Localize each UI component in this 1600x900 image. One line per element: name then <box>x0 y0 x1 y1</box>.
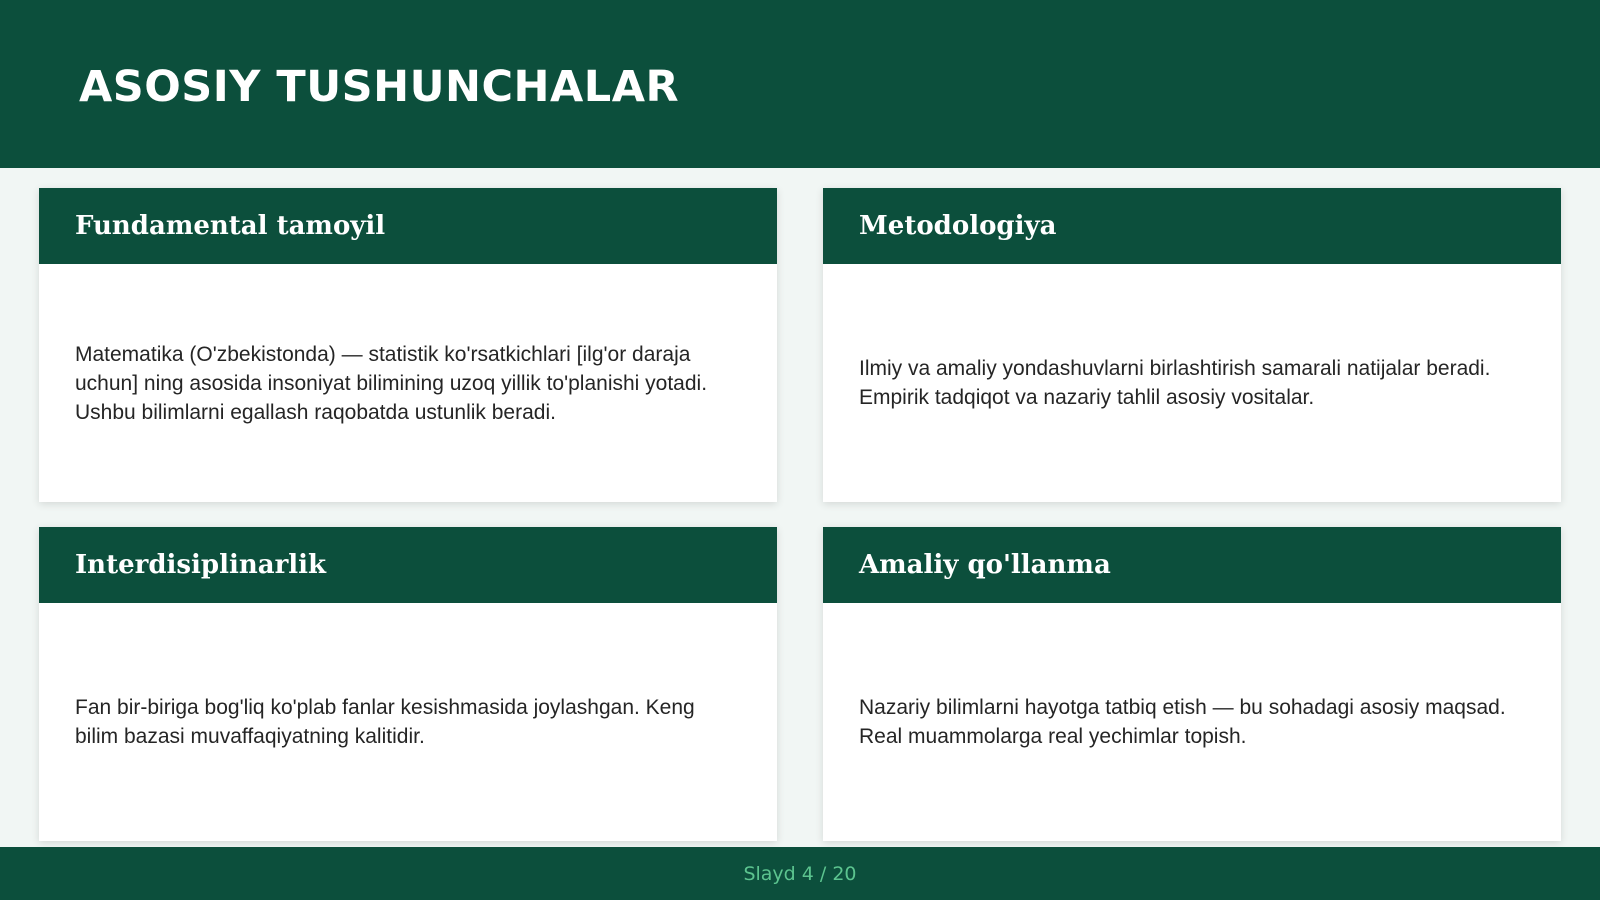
card-body <box>39 603 777 841</box>
card-text: Ilmiy va amaliy yondashuvlarni birlashtirish samarali natijalar beradi. Empirik tadqiqot va nazariy tahlil asosiy vositalar. <box>859 357 1491 409</box>
card-header <box>823 527 1561 603</box>
card-amaliy-qollanma <box>823 527 1561 841</box>
card-title: Metodologiya <box>859 211 1057 241</box>
slide-title: ASOSIY TUSHUNCHALAR <box>79 62 680 112</box>
card-fundamental-tamoyil <box>39 188 777 502</box>
card-title: Amaliy qo'llanma <box>859 550 1111 580</box>
card-header <box>39 527 777 603</box>
card-body <box>823 603 1561 841</box>
card-text: Matematika (O'zbekistonda) — statistik ko'rsatkichlari [ilg'or daraja uchun] ning asosida insoniyat bilimining uzoq yillik to'planishi yotadi. Ushbu bilimlarni egallash raqobatda ustunlik beradi. <box>75 342 708 424</box>
card-body <box>39 264 777 502</box>
card-header <box>39 188 777 264</box>
card-title: Fundamental tamoyil <box>75 211 386 241</box>
card-interdisiplinarlik <box>39 527 777 841</box>
slide-counter: Slayd 4 / 20 <box>743 862 857 885</box>
card-text: Fan bir-biriga bog'liq ko'plab fanlar kesishmasida joylashgan. Keng bilim bazasi muvaffaqiyatning kalitidir. <box>75 696 695 748</box>
card-body <box>823 264 1561 502</box>
card-metodologiya <box>823 188 1561 502</box>
card-header <box>823 188 1561 264</box>
card-title: Interdisiplinarlik <box>75 550 327 580</box>
slide-footer <box>0 847 1600 900</box>
card-text: Nazariy bilimlarni hayotga tatbiq etish — bu sohadagi asosiy maqsad. Real muammolarga real yechimlar topish. <box>859 696 1506 748</box>
slide-header <box>0 0 1600 168</box>
